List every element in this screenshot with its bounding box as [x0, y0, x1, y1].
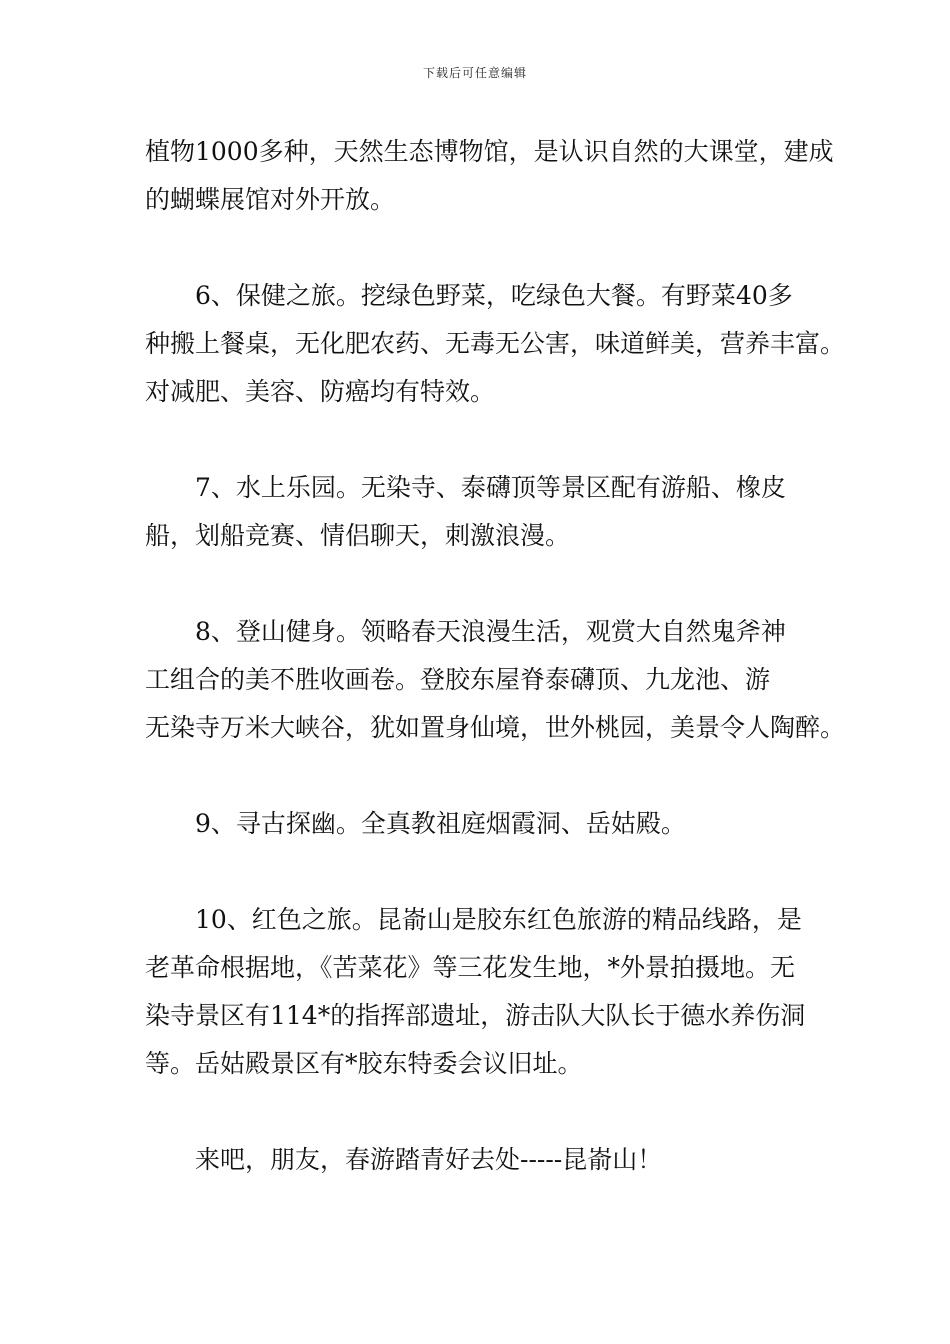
text-line: 6、保健之旅。挖绿色野菜，吃绿色大餐。有野菜40多: [195, 281, 793, 310]
text-line: 无染寺万米大峡谷，犹如置身仙境，世外桃园，美景令人陶醉。: [145, 713, 846, 742]
paragraph-plants: [145, 128, 834, 224]
paragraph-red-tour: [145, 896, 810, 1088]
text-line: 染寺景区有114*的指挥部遗址，游击队大队长于德水养伤洞: [145, 1001, 806, 1030]
paragraph-water-park: [145, 464, 810, 560]
document-body: [145, 128, 846, 1232]
text-line: 7、水上乐园。无染寺、泰礴顶等景区配有游船、橡皮: [195, 473, 786, 502]
text-line: 船，划船竞赛、情侣聊天，刺激浪漫。: [145, 521, 571, 550]
text-line: 来吧，朋友，春游踏青好去处-----昆嵛山！: [195, 1145, 663, 1174]
text-line: 老革命根据地，《苦菜花》等三花发生地，*外景拍摄地。无: [145, 953, 796, 982]
text-line: 等。岳姑殿景区有*胶东特委会议旧址。: [145, 1049, 583, 1078]
text-line: 种搬上餐桌，无化肥农药、无毒无公害，味道鲜美，营养丰富。: [145, 329, 846, 358]
text-line: 8、登山健身。领略春天浪漫生活，观赏大自然鬼斧神: [195, 617, 786, 646]
text-line: 对减肥、美容、防癌均有特效。: [145, 377, 496, 406]
paragraph-hiking: [145, 608, 846, 752]
paragraph-ancient-sites: [145, 800, 810, 848]
text-line: 10、红色之旅。昆嵛山是胶东红色旅游的精品线路，是: [195, 905, 802, 934]
paragraph-health-tour: [145, 272, 846, 416]
paragraph-closing: [145, 1136, 810, 1184]
page-header: 下载后可任意编辑: [422, 66, 527, 80]
text-line: 工组合的美不胜收画卷。登胶东屋脊泰礴顶、九龙池、游: [145, 665, 771, 694]
text-line: 9、寻古探幽。全真教祖庭烟霞洞、岳姑殿。: [195, 809, 686, 838]
text-line: 的蝴蝶展馆对外开放。: [145, 185, 396, 214]
text-line: 植物1000多种，天然生态博物馆，是认识自然的大课堂，建成: [145, 137, 834, 166]
